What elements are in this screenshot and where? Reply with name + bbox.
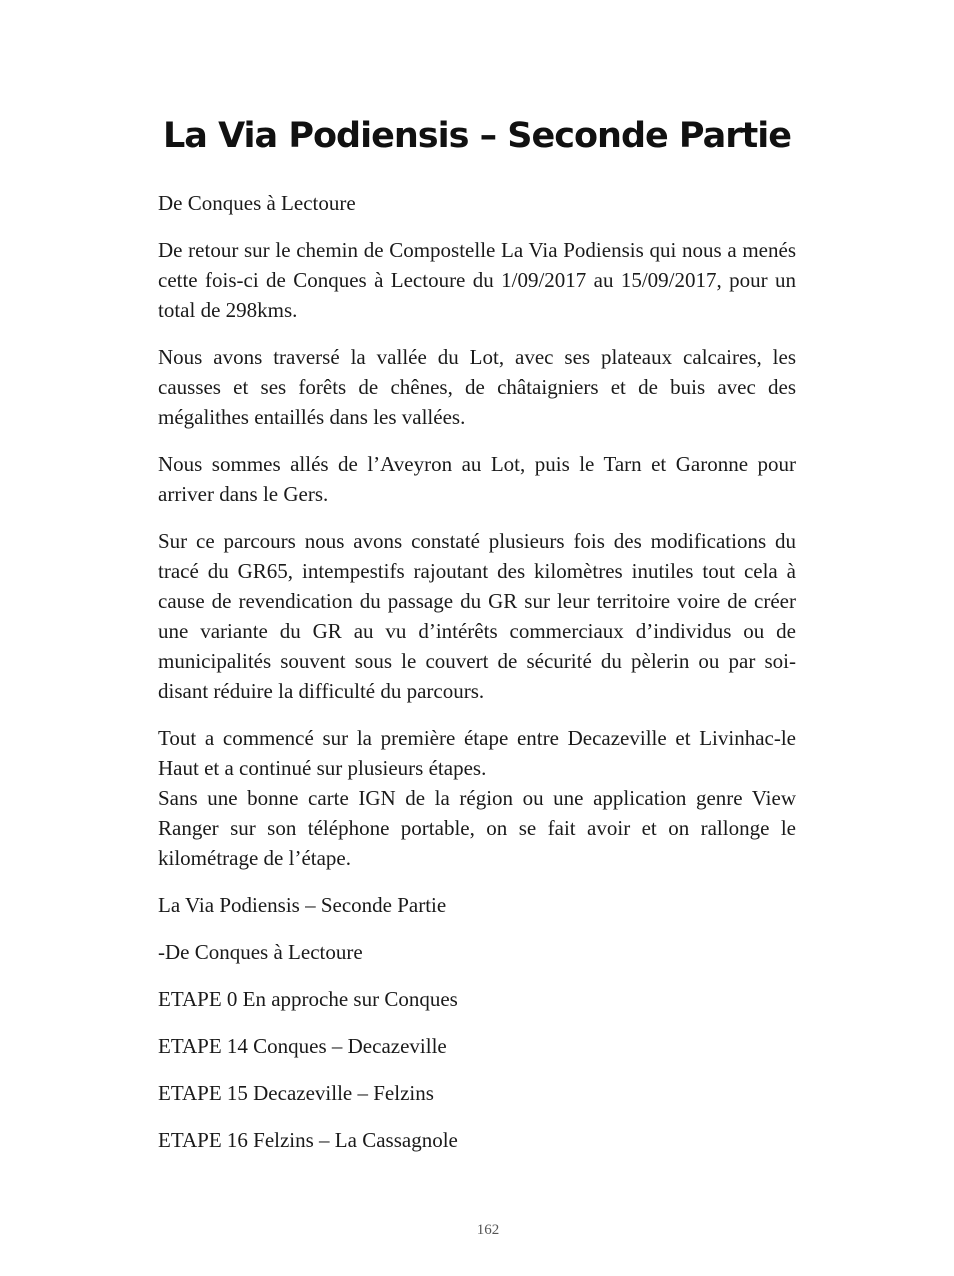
landscape-paragraph: Nous avons traversé la vallée du Lot, avec ses plateaux calcaires, les causses et ses forêts de chênes, de châtaigniers et de buis avec des mégalithes entaillés dans les vallées. (158, 345, 796, 429)
subtitle-paragraph: De Conques à Lectoure (158, 191, 356, 215)
stage-0-line: ETAPE 0 En approche sur Conques (158, 987, 458, 1011)
map-advice-paragraph: Sans une bonne carte IGN de la région ou une application genre View Ranger sur son téléphone portable, on se fait avoir et on rallonge le kilométrage de l’étape. (158, 786, 796, 870)
page-number: 162 (476, 1222, 500, 1238)
repeat-subtitle-line: -De Conques à Lectoure (158, 940, 363, 964)
stage-14-line: ETAPE 14 Conques – Decazeville (158, 1034, 447, 1058)
stage-16-line: ETAPE 16 Felzins – La Cassagnole (158, 1128, 458, 1152)
route-changes-paragraph: Sur ce parcours nous avons constaté plusieurs fois des modifications du tracé du GR65, intempestifs rajoutant des kilomètres inutiles tout cela à cause de revendication du passage du GR sur leur territoire voire de créer une variante du GR au vu d’intérêts commerciaux d’individus ou de municipalités souvent sous le couvert de sécurité du pèlerin ou par soi-disant réduire la difficulté du parcours. (158, 529, 796, 703)
stage-15-line: ETAPE 15 Decazeville – Felzins (158, 1081, 434, 1105)
repeat-title-line: La Via Podiensis – Seconde Partie (158, 893, 447, 917)
page-title: La Via Podiensis – Seconde Partie (162, 116, 791, 156)
intro-paragraph: De retour sur le chemin de Compostelle La Via Podiensis qui nous a menés cette fois-ci de Conques à Lectoure du 1/09/2017 au 15/09/2017, pour un total de 298kms. (158, 238, 796, 322)
body-text (158, 188, 796, 1172)
first-stage-paragraph: Tout a commencé sur la première étape entre Decazeville et Livinhac-le Haut et a continué sur plusieurs étapes. (158, 726, 796, 780)
regions-paragraph: Nous sommes allés de l’Aveyron au Lot, puis le Tarn et Garonne pour arriver dans le Gers. (158, 452, 796, 506)
